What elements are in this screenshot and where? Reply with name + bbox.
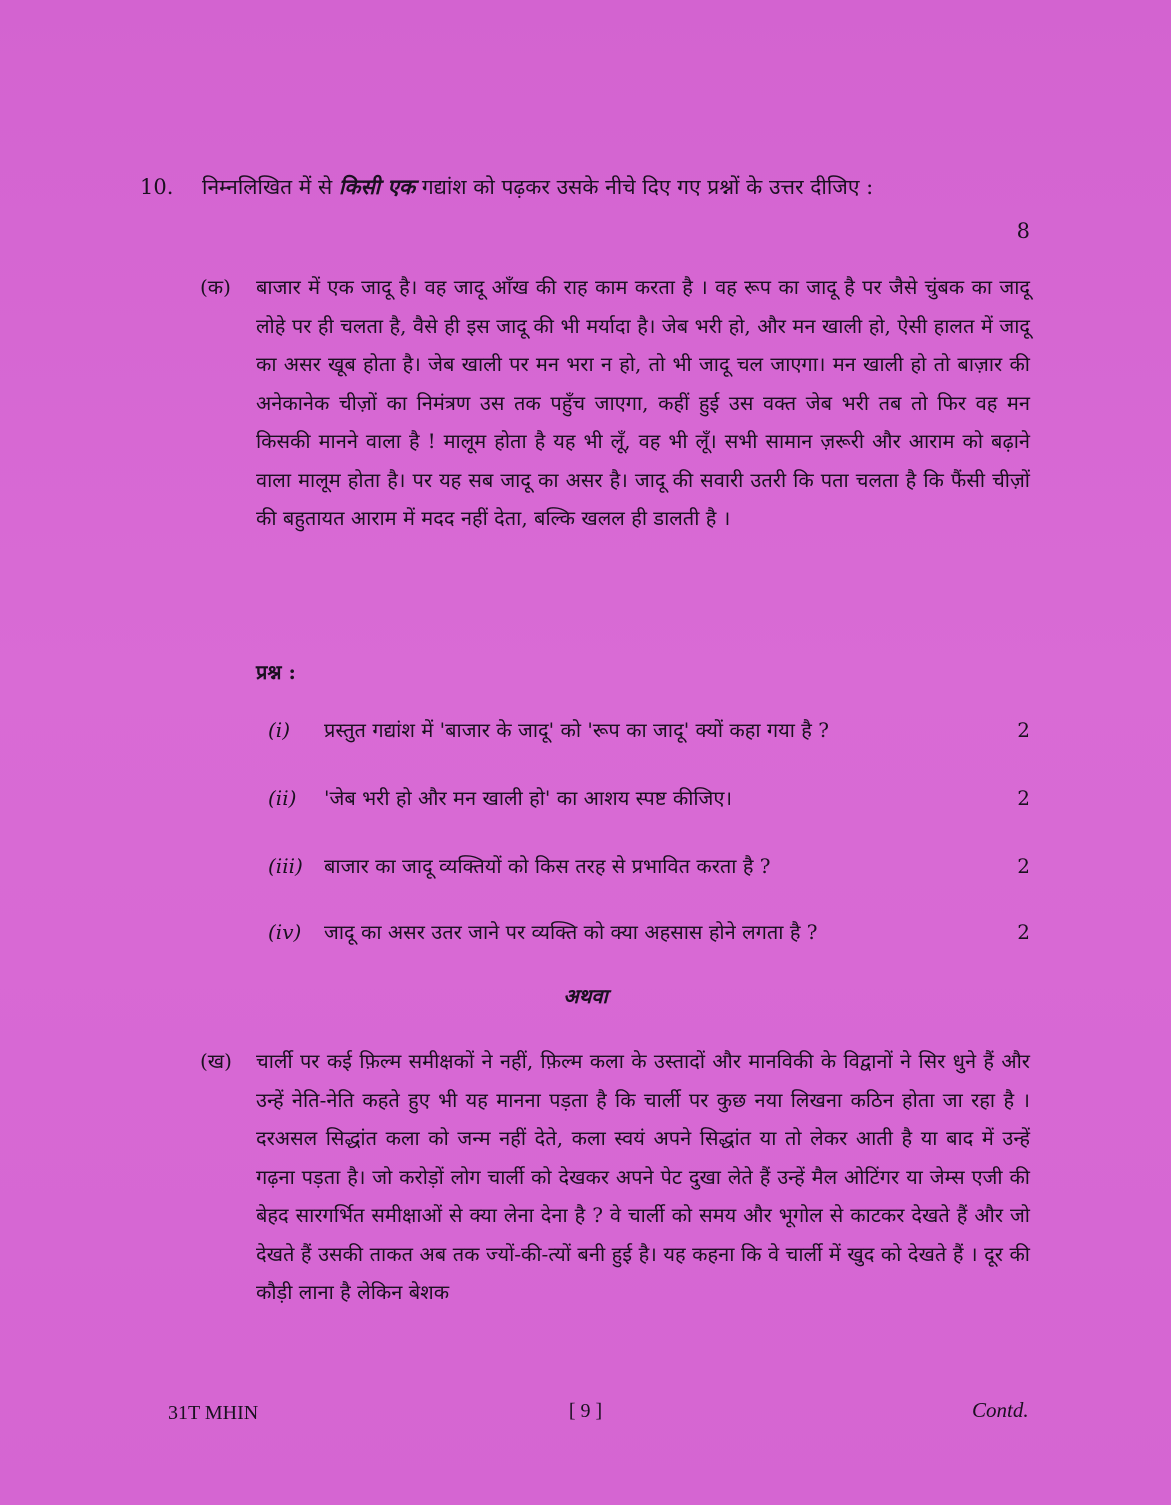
continued-label: Contd. [972,1398,1029,1422]
passage-a-text: बाजार में एक जादू है। वह जादू आँख की राह काम करता है । वह रूप का जादू है पर जैसे चुंबक का जादू लोहे पर ही चलता है, वैसे ही इस जादू की भी मर्यादा है। जेब भरी हो, और मन खाली हो, ऐसी हालत में जादू का असर खूब होता है। जेब खाली पर मन भरा न हो, तो भी जादू चल जाएगा। मन खाली हो तो बाज़ार की अनेकानेक चीज़ों का निमंत्रण उस तक पहुँच जाएगा, कहीं हुई उस वक्त जेब भरी तब तो फिर वह मन किसकी मानने वाला है ! मालूम होता है यह भी लूँ, वह भी लूँ। सभी सामान ज़रूरी और आराम को बढ़ाने वाला मालूम होता है। पर यह सब जादू का असर है। जादू की सवारी उतरी कि पता चलता है कि फैंसी चीज़ों की बहुतायत आराम में मदद नहीं देता, बल्कि खलल ही डालती है । [256,275,1030,530]
passage-b-label: (ख) [200,1049,232,1073]
passage-b-text: चार्ली पर कई फ़िल्म समीक्षकों ने नहीं, फ़िल्म कला के उस्तादों और मानविकी के विद्वानों ने सिर धुने हैं और उन्हें नेति-नेति कहते हुए भी यह मानना पड़ता है कि चार्ली पर कुछ नया लिखना कठिन होता जा रहा है । दरअसल सिद्धांत कला को जन्म नहीं देते, कला स्वयं अपने सिद्धांत या तो लेकर आती है या बाद में उन्हें गढ़ना पड़ता है। जो करोड़ों लोग चार्ली को देखकर अपने पेट दुखा लेते हैं उन्हें मैल ओटिंगर या जेम्स एजी की बेहद सारगर्भित समीक्षाओं से क्या लेना देना है ? वे चार्ली को समय और भूगोल से काटकर देखते हैं और जो देखते हैं उसकी ताकत अब तक ज्यों-की-त्यों बनी हुई है। यह कहना कि वे चार्ली में खुद को देखते हैं । दूर की कौड़ी लाना है लेकिन बेशक [256,1049,1030,1304]
sub-question-1 [268,712,1030,748]
instruction-text-after: गद्यांश को पढ़कर उसके नीचे दिए गए प्रश्नों के उत्तर दीजिए : [415,175,874,199]
sub-question-marks: 2 [1017,718,1030,742]
or-divider: अथवा [563,984,608,1008]
question-instruction [202,165,1030,209]
sub-question-text: प्रस्तुत गद्यांश में 'बाजार के जादू' को 'रूप का जादू' क्यों कहा गया है ? [324,718,829,742]
sub-question-4 [268,914,1030,950]
sub-question-marks: 2 [1017,920,1030,944]
question-marks: 8 [1016,219,1030,243]
sub-question-3 [268,848,1030,884]
sub-question-marks: 2 [1017,854,1030,878]
sub-question-text: बाजार का जादू व्यक्तियों को किस तरह से प्रभावित करता है ? [324,854,771,878]
question-number: 10. [140,175,174,199]
question-heading [140,165,1030,243]
sub-question-number: (i) [268,718,291,742]
sub-question-text: जादू का असर उतर जाने पर व्यक्ति को क्या अहसास होने लगता है ? [324,920,818,944]
passage-a [200,268,1030,538]
instruction-emphasis: किसी एक [338,174,416,199]
passage-b [200,1042,1030,1312]
sub-question-2 [268,780,1030,816]
sub-question-number: (ii) [268,786,297,810]
sub-question-marks: 2 [1017,786,1030,810]
instruction-text-before: निम्नलिखित में से [202,175,339,199]
questions-label: प्रश्न : [256,660,296,684]
sub-question-number: (iv) [268,920,302,944]
passage-a-label: (क) [200,275,231,299]
paper-code: 31T MHIN [168,1402,259,1424]
sub-question-number: (iii) [268,854,303,878]
sub-question-text: 'जेब भरी हो और मन खाली हो' का आशय स्पष्ट कीजिए। [324,786,733,810]
page-number: [ 9 ] [568,1400,603,1422]
